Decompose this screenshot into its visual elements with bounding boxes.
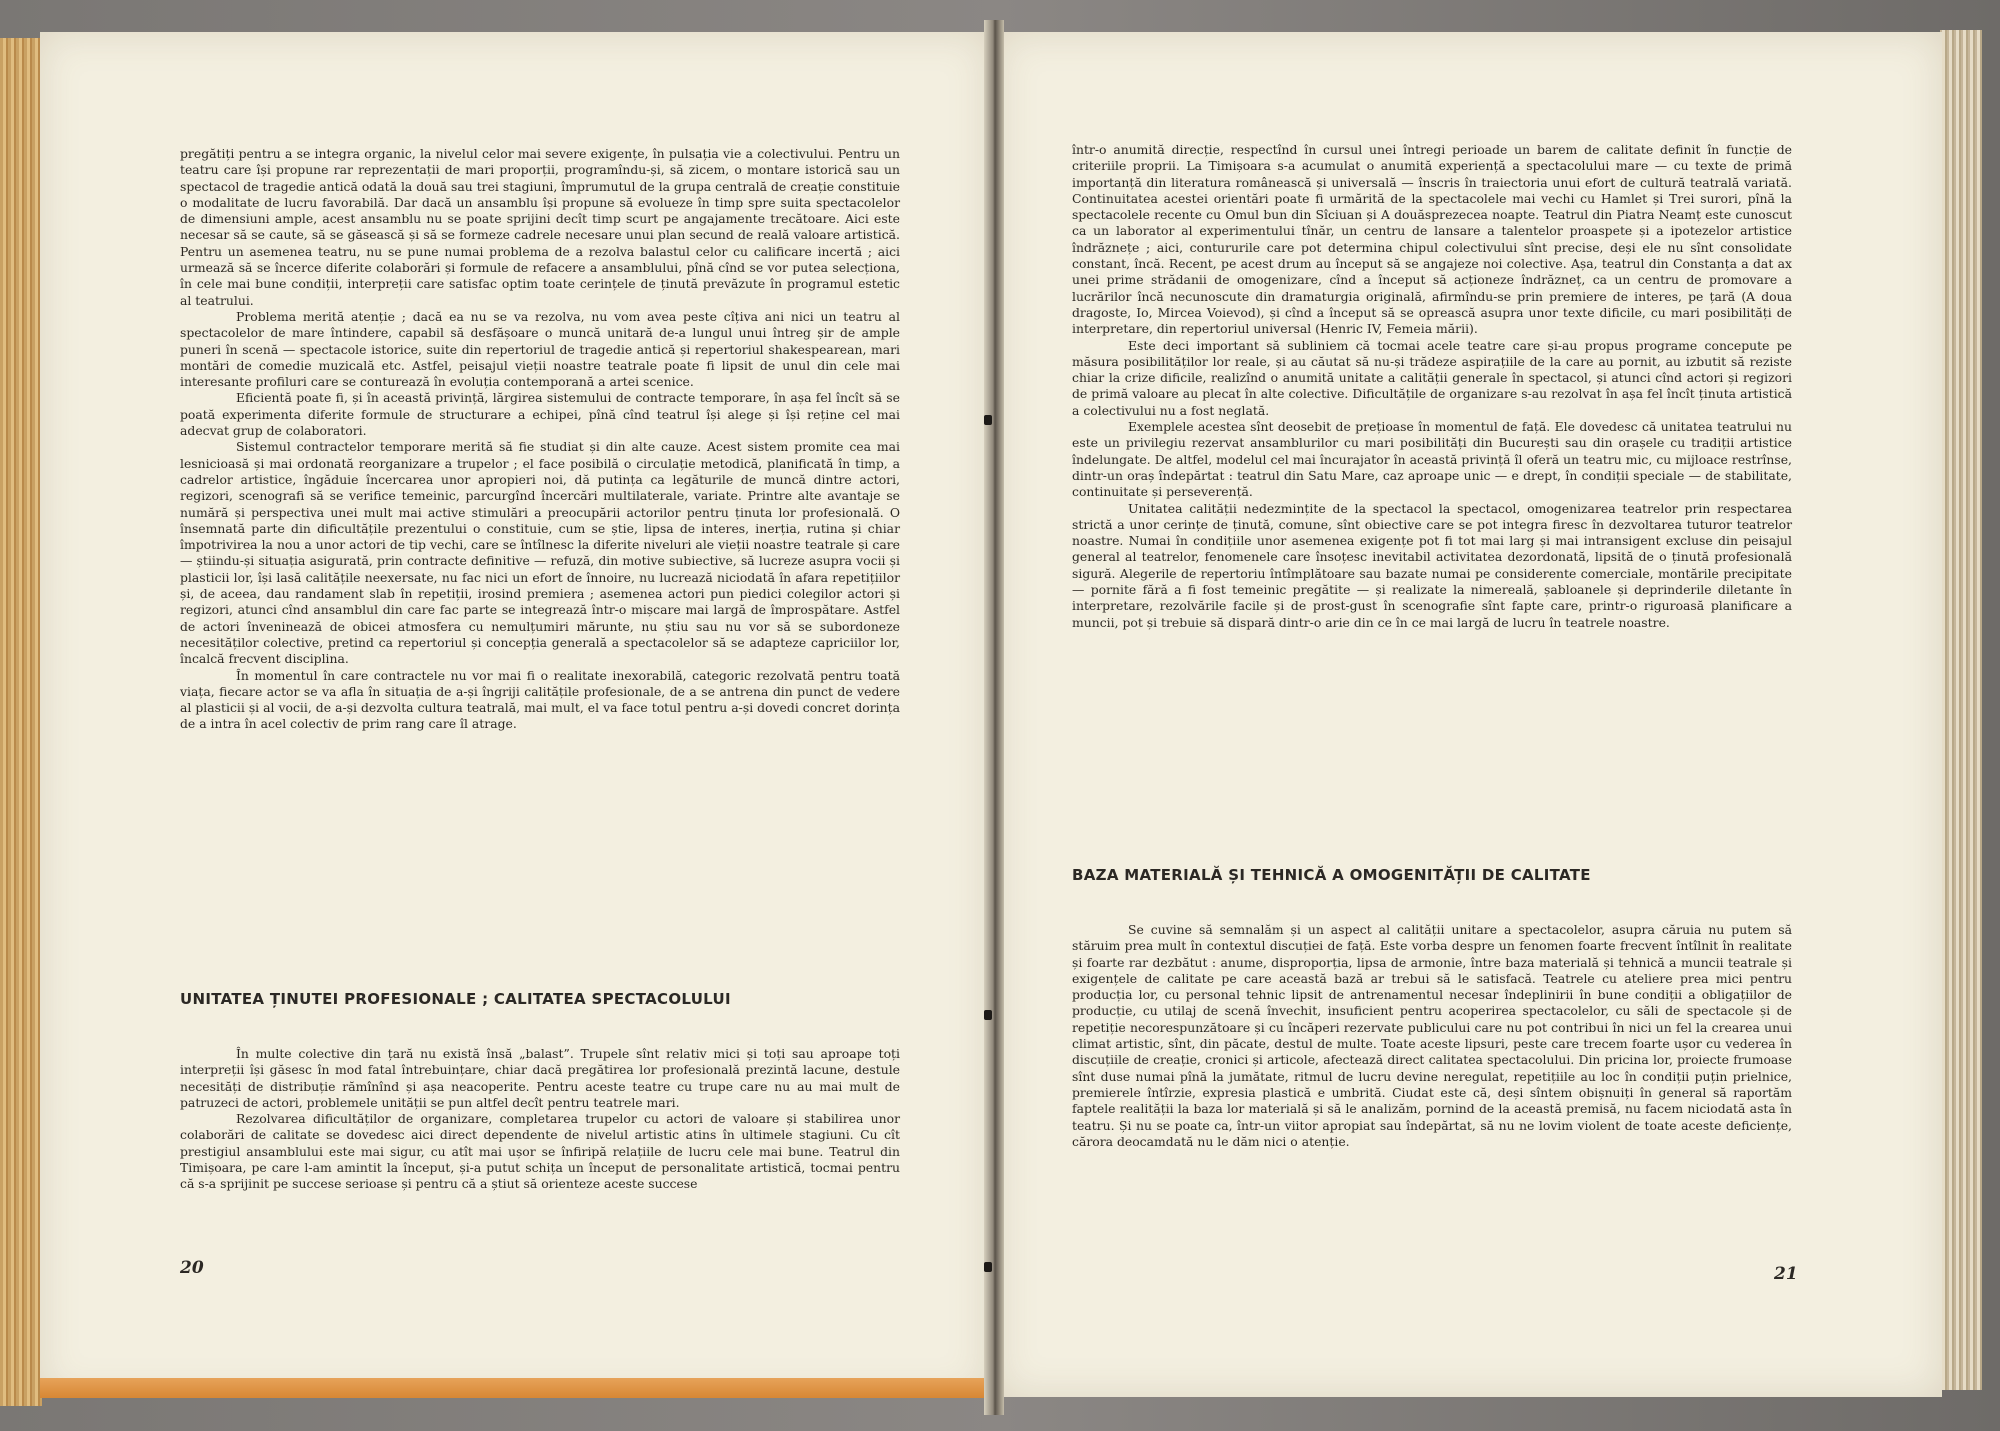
body-paragraph: Eficientă poate fi, și în această privință, lărgirea sistemului de contracte temporare, în așa fel încît să se poată experimenta diferite formule de structurare a echipei, pînă cînd teatrul își alege și își reține cel mai adecvat grup de colaboratori. bbox=[180, 390, 900, 439]
binding-staple-icon bbox=[984, 1010, 992, 1020]
body-paragraph: Este deci important să subliniem că tocmai acele teatre care și-au propus programe concepute pe măsura posibilităților lor reale, și au căutat să nu-și trădeze aspirațiile de la care au pornit, au izbutit să reziste chiar la crize dificile, realizînd o anumită unitate a calității generale în spectacol, și atunci cînd actori și regizori de primă valoare au plecat în alte colective. Dificultățile de organizare s-au rezolvat în așa fel încît ținuta artistică a colectivului nu a fost neglată. bbox=[1072, 337, 1792, 418]
right-page-body-bottom bbox=[1072, 922, 1792, 1150]
body-paragraph: pregătiți pentru a se integra organic, la nivelul celor mai severe exigențe, în pulsația vie a colectivului. Pentru un teatru care își propune rar reprezentații de mari proporții, programîndu-și, să zicem, o montare istorică sau un spectacol de tragedie antică odată la două sau trei stagiuni, împrumutul de la grupa centrală de creație constituie o modalitate de lucru favorabilă. Dar dacă un ansamblu își propune să evolueze în timp spre suita spectacolelor de dimensiuni ample, acest ansamblu nu se poate sprijini decît timp scurt pe angajamente trecătoare. Aici este necesar să se caute, să se găsească și să se formeze cadrele necesare unui plan secund de reală valoare artistică. Pentru un asemenea teatru, nu se pune numai problema de a rezolva balastul celor cu calificare incertă ; aici urmează să se încerce diferite colaborări și formule de refacere a ansamblului, pînă cînd se vor putea selecționa, în cele mai bune condiții, interpreții care satisfac optim toate cerințele de ținută prevăzute în programul estetic al teatrului. bbox=[180, 146, 900, 308]
page-number-right: 21 bbox=[1774, 1264, 1798, 1284]
body-paragraph: Se cuvine să semnalăm și un aspect al calității unitare a spectacolelor, asupra căruia nu putem să stăruim prea mult în contextul discuției de față. Este vorba despre un fenomen foarte frecvent întîlnit în realitate și foarte rar dezbătut : anume, disproporția, lipsa de armonie, între baza materială și tehnică a muncii teatrale și exigențele de calitate pe care această bază ar trebui să le satisfacă. Teatrele cu ateliere prea mici pentru producția lor, cu personal tehnic lipsit de antrenamentul necesar îndeplinirii în bune condiții a obligațiilor de producție, cu utilaj de scenă învechit, insuficient pentru acoperirea spectacolelor, cu săli de spectacole și de repetiție necorespunzătoare și cu încăperi rezervate publicului care nu pot contribui în nici un fel la crearea unui climat artistic, sînt, din păcate, destul de multe. Toate aceste lipsuri, peste care trecem foarte ușor cu vederea în discuțiile de creație, cronici și articole, afectează direct calitatea spectacolului. Din pricina lor, proiecte frumoase sînt duse numai pînă la jumătate, ritmul de lucru devine neregulat, repetițiile au loc în condiții puțin prielnice, premierele întîrzie, expresia plastică e umbrită. Ciudat este că, deși sîntem obișnuiți în general să raportăm faptele realității la baza lor materială și să le analizăm, pornind de la această premisă, nu facem niciodată asta în teatru. Și nu se poate ca, într-un viitor apropiat sau îndepărtat, să nu ne lovim violent de toate aceste deficiențe, cărora deocamdată nu le dăm nici o atenție. bbox=[1072, 922, 1792, 1149]
book-page-edges-right bbox=[1940, 30, 1982, 1390]
body-paragraph: Sistemul contractelor temporare merită să fie studiat și din alte cauze. Acest sistem promite cea mai lesnicioasă și mai ordonată reorganizare a trupelor ; el face posibilă o circulație metodică, planificată în timp, a cadrelor artistice, îngăduie încercarea unor apropieri noi, dă putința ca legăturile de muncă dintre actori, regizori, scenografi să se verifice temeinic, parcurgînd încercări multilaterale, variate. Printre alte avantaje se numără și perspectiva unei mult mai active stimulări a preocupării actorilor pentru ținuta lor profesională. O însemnată parte din dificultățile prezentului o constituie, cum se știe, lipsa de interes, inerția, rutina și chiar împotrivirea la nou a unor actori de tip vechi, care se întîlnesc la diferite niveluri ale vieții noastre teatrale și care — știindu-și situația asigurată, prin contracte definitive — refuză, din motive subiective, să lucreze asupra vocii și plasticii lor, își lasă calitățile neexersate, nu fac nici un efort de înnoire, nu lucrează niciodată în afara repetițiilor și, de aceea, dau randament slab în repetiții, irosind premiera ; asemenea actori pun piedici colegilor actori și regizori, atunci cînd ansamblul din care fac parte se integrează într-o mișcare mai largă de împrospătare. Astfel de actori înveninează de obicei atmosfera cu nemulțumiri mărunte, nu știu sau nu vor să se subordoneze necesităților colective, pretind ca repertoriul și concepția generală a spectacolelor să se adapteze capriciilor lor, încalcă frecvent disciplina. bbox=[180, 439, 900, 667]
binding-staple-icon bbox=[984, 415, 992, 425]
page-number-left: 20 bbox=[180, 1258, 204, 1278]
right-page-body-top bbox=[1072, 142, 1792, 631]
left-page-body-top bbox=[180, 146, 900, 733]
body-paragraph: Rezolvarea dificultăților de organizare, completarea trupelor cu actori de valoare și stabilirea unor colaborări de calitate se dovedesc aici direct dependente de nivelul artistic atins în ultimele stagiuni. Cu cît prestigiul ansamblului este mai sigur, cu atît mai ușor se înfiripă relațiile de lucru cele mai bune. Teatrul din Timișoara, pe care l-am amintit la început, și-a putut schița un început de personalitate artistică, tocmai pentru că s-a sprijinit pe succese serioase și pentru că a știut să orienteze aceste succese bbox=[180, 1111, 900, 1192]
body-paragraph: Problema merită atenție ; dacă ea nu se va rezolva, nu vom avea peste cîțiva ani nici un teatru al spectacolelor de mare întindere, capabil să desfășoare o muncă unitară de-a lungul unui întreg șir de ample puneri în scenă — spectacole istorice, suite din repertoriul de tragedie antică și repertoriul shakespearean, mari montări de comedie muzicală etc. Astfel, peisajul vieții noastre teatrale poate fi lipsit de unul din cele mai interesante profiluri care se conturează în evoluția contemporană a artei scenice. bbox=[180, 308, 900, 390]
body-paragraph: Unitatea calității nedezmințite de la spectacol la spectacol, omogenizarea teatrelor prin respectarea strictă a unor cerințe de ținută, comune, sînt obiective care se pot integra firesc în dezvoltarea tuturor teatrelor noastre. Numai în condițiile unor asemenea exigențe pot fi tot mai larg și mai intransigent excluse din peisajul general al teatrelor, fenomenele care însoțesc inevitabil activitatea dezordonată, lipsită de o ținută profesională sigură. Alegerile de repertoriu întîmplătoare sau bazate numai pe considerente comerciale, montările precipitate — pornite fără a fi fost temeinic pregătite — și realizate la nimereală, șabloanele și deprinderile diletante în interpretare, rezolvările facile și de prost-gust în scenografie sînt fapte care, printr-o riguroasă planificare a muncii, pot și trebuie să dispară dintr-o arie din ce în ce mai largă de lucru în teatrele noastre. bbox=[1072, 500, 1792, 630]
body-paragraph: În momentul în care contractele nu vor mai fi o realitate inexorabilă, categoric rezolvată pentru toată viața, fiecare actor se va afla în situația de a-și îngriji calitățile profesionale, de a se antrena din punct de vedere al plasticii și al vocii, de a-și dezvolta cultura teatrală, mai mult, el va face totul pentru a-și dovedi concret dorința de a intra în acel colectiv de prim rang care îl atrage. bbox=[180, 667, 900, 732]
right-section-heading: BAZA MATERIALĂ ȘI TEHNICĂ A OMOGENITĂȚII DE CALITATE bbox=[1072, 866, 1591, 884]
left-section-heading: UNITATEA ȚINUTEI PROFESIONALE ; CALITATEA SPECTACOLULUI bbox=[180, 990, 731, 1008]
book-page-edges-left bbox=[0, 38, 42, 1406]
binding-staple-icon bbox=[984, 1262, 992, 1272]
book-spine bbox=[984, 20, 1004, 1415]
body-paragraph: În multe colective din țară nu există însă „balast”. Trupele sînt relativ mici și toți sau aproape toți interpreții își găsesc în mod fatal întrebuințare, chiar dacă pregătirea lor profesională prezintă lacune, destule necesități de distribuție rămînînd și așa neacoperite. Pentru aceste teatre cu trupe care nu au mai mult de patruzeci de actori, problemele unității se pun altfel decît pentru teatrele mari. bbox=[180, 1046, 900, 1110]
left-page-body-bottom bbox=[180, 1046, 900, 1193]
body-paragraph: Exemplele acestea sînt deosebit de prețioase în momentul de față. Ele dovedesc că unitatea teatrului nu este un privilegiu rezervat ansamblurilor cu mari posibilități din București sau din orașele cu tradiții artistice îndelungate. De altfel, modelul cel mai încurajator în această privință îl oferă un teatru mic, cu mijloace restrînse, dintr-un oraș îndepărtat : teatrul din Satu Mare, caz aproape unic — e drept, în condiții speciale — de stabilitate, continuitate și perseverență. bbox=[1072, 419, 1792, 500]
orange-edge-strip bbox=[40, 1378, 988, 1398]
body-paragraph: într-o anumită direcție, respectînd în cursul unei întregi perioade un barem de calitate definit în funcție de criteriile proprii. La Timișoara s-a acumulat o anumită experiență a spectacolului mare — cu texte de primă importanță din literatura românească și universală — înscris în traiectoria unui efort de cultură teatrală variată. Continuitatea acestei orientări poate fi urmărită de la spectacolele mai vechi cu Hamlet și Trei surori, pînă la spectacolele recente cu Omul bun din Sîciuan și A douăsprezecea noapte. Teatrul din Piatra Neamț este cunoscut ca un laborator al experimentului tînăr, un centru de lansare a talentelor proaspete și a ipotezelor artistice îndrăznețe ; aici, contururile care pot determina chipul colectivului sînt precise, deși ele nu sînt consolidate constant, încă. Recent, pe acest drum au început să se angajeze noi colective. Așa, teatrul din Constanța a dat ax unei prime strădanii de omogenizare, cînd a început să acționeze îndrăzneț, ca un centru de promovare a lucrărilor încă necunoscute din dramaturgia originală, afirmîndu-se prin premiere de interes, pe țară (A doua dragoste, Io, Mircea Voievod), și cînd a început să se oprească asupra unor texte dificile, cu mari posibilități de interpretare, din repertoriul universal (Henric IV, Femeia mării). bbox=[1072, 142, 1792, 337]
